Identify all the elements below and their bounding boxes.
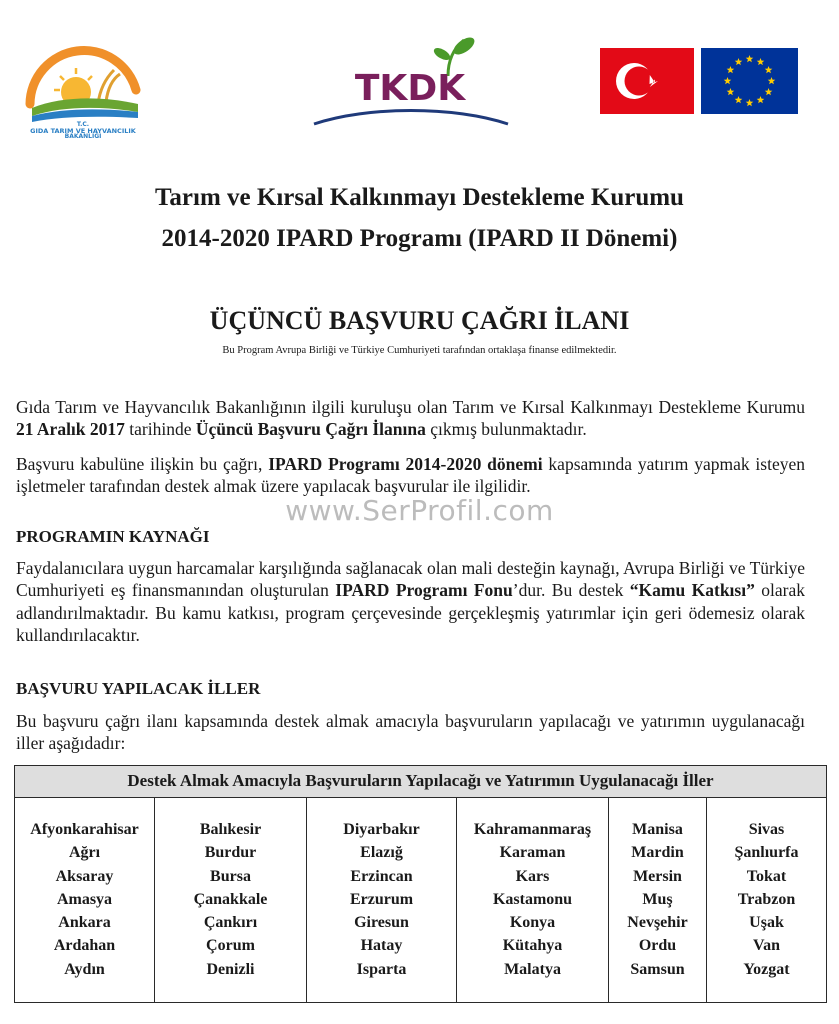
province-cell: Samsun <box>630 960 685 978</box>
province-cell: Erzincan <box>350 867 413 885</box>
province-cell: Ordu <box>638 937 677 955</box>
eu-flag <box>701 48 798 114</box>
province-cell: Mardin <box>631 844 684 862</box>
province-cell: Van <box>753 937 780 955</box>
table-column <box>609 798 707 1003</box>
province-cell: Amasya <box>56 890 113 908</box>
province-cell: Diyarbakır <box>343 821 420 838</box>
flags <box>598 44 800 118</box>
table-body <box>15 798 826 1003</box>
turkish-flag <box>600 48 694 114</box>
province-cell: Denizli <box>206 960 255 978</box>
province-cell: Giresun <box>354 914 409 932</box>
intro-paragraph-1: Gıda Tarım ve Hayvancılık Bakanlığının ilgili kuruluşu olan Tarım ve Kırsal Kalkınmayı Destekleme Kurumu 21 Aralık 2017 tarihinde Üçüncü Başvuru Çağrı İlanına çıkmış bulunmaktadır. <box>16 397 805 440</box>
province-cell: Çankırı <box>203 914 258 932</box>
province-cell: Malatya <box>504 960 561 978</box>
province-cell: Şanlıurfa <box>734 844 799 862</box>
section-source-paragraph: Faydalanıcılara uygun harcamalar karşılığında sağlanacak olan mali desteğin kaynağı, Avrupa Birliği ve Türkiye Cumhuriyeti eş finansmanından oluşturulan IPARD Programı Fonu’dur. Bu destek “Kamu Katkısı” olarak adlandırılmaktadır. Bu kamu katkısı, program çerçevesinde gerçekleşmiş yatırımlar için geri ödemesiz olarak kullandırılacaktır. <box>16 558 805 646</box>
finance-note: Bu Program Avrupa Birliği ve Türkiye Cumhuriyeti tarafından ortaklaşa finanse edilmektedir. <box>222 345 617 356</box>
section-provinces-paragraph: Bu başvuru çağrı ilanı kapsamında destek almak amacıyla başvuruların yapılacağı ve yatırımın uygulanacağı iller aşağıdadır: <box>16 711 805 754</box>
province-cell: Hatay <box>360 937 403 955</box>
intro-paragraph-2: Başvuru kabulüne ilişkin bu çağrı, IPARD Programı 2014-2020 dönemi kapsamında yatırım yapmak isteyen işletmeler tarafından destek almak üzere yapılacak başvurular ile ilgilidir. <box>16 454 805 497</box>
province-cell: Kars <box>515 867 550 885</box>
province-cell: Yozgat <box>743 960 790 978</box>
svg-text:BAKANLIĞI: BAKANLIĞI <box>64 133 102 138</box>
table-column <box>15 798 155 1003</box>
province-cell: Elazığ <box>360 844 403 862</box>
province-cell: Uşak <box>749 914 784 932</box>
province-cell: Kastamonu <box>492 890 573 908</box>
province-cell: Afyonkarahisar <box>30 821 139 838</box>
table-column <box>307 798 457 1003</box>
province-cell: Erzurum <box>349 890 414 908</box>
table-column <box>155 798 307 1003</box>
province-cell: Ağrı <box>68 844 101 862</box>
svg-text:GIDA TARIM VE HAYVANCILIK: GIDA TARIM VE HAYVANCILIK <box>30 127 136 135</box>
table-header: Destek Almak Amacıyla Başvuruların Yapılacağı ve Yatırımın Uygulanacağı İller <box>15 766 826 798</box>
province-cell: Muş <box>642 890 673 908</box>
province-cell: Ardahan <box>53 937 116 955</box>
section-heading-source: PROGRAMIN KAYNAĞI <box>16 527 210 546</box>
svg-text:T.C.: T.C. <box>76 121 90 128</box>
section-heading-provinces: BAŞVURU YAPILACAK İLLER <box>16 679 261 698</box>
tkdk-logo <box>308 36 513 128</box>
province-cell: Ankara <box>58 914 111 932</box>
announcement-title: ÜÇÜNCÜ BAŞVURU ÇAĞRI İLANI <box>209 306 630 335</box>
province-cell: Burdur <box>204 844 257 862</box>
province-cell: Bursa <box>210 867 251 885</box>
province-cell: Karaman <box>499 844 566 862</box>
province-cell: Kütahya <box>502 937 563 955</box>
province-cell: Mersin <box>633 867 682 885</box>
institution-title: Tarım ve Kırsal Kalkınmayı Destekleme Kurumu <box>155 184 684 211</box>
province-cell: Çorum <box>206 937 255 955</box>
province-cell: Isparta <box>356 960 407 978</box>
program-title: 2014-2020 IPARD Programı (IPARD II Dönemi) <box>161 225 678 252</box>
province-cell: Kahramanmaraş <box>473 821 592 838</box>
watermark: www.SerProfil.com <box>285 494 554 527</box>
svg-text:TKDK: TKDK <box>354 68 466 109</box>
province-cell: Trabzon <box>737 890 796 908</box>
province-cell: Konya <box>509 914 556 932</box>
table-column <box>707 798 826 1003</box>
province-cell: Nevşehir <box>627 914 688 932</box>
province-cell: Manisa <box>632 821 683 838</box>
province-cell: Aksaray <box>55 867 114 885</box>
table-column <box>457 798 609 1003</box>
provinces-table <box>14 765 827 1003</box>
province-cell: Sivas <box>748 821 785 838</box>
province-cell: Tokat <box>746 867 787 885</box>
ministry-logo <box>22 30 144 138</box>
province-cell: Çanakkale <box>193 890 268 908</box>
province-cell: Aydın <box>64 960 105 978</box>
province-cell: Balıkesir <box>199 821 262 838</box>
